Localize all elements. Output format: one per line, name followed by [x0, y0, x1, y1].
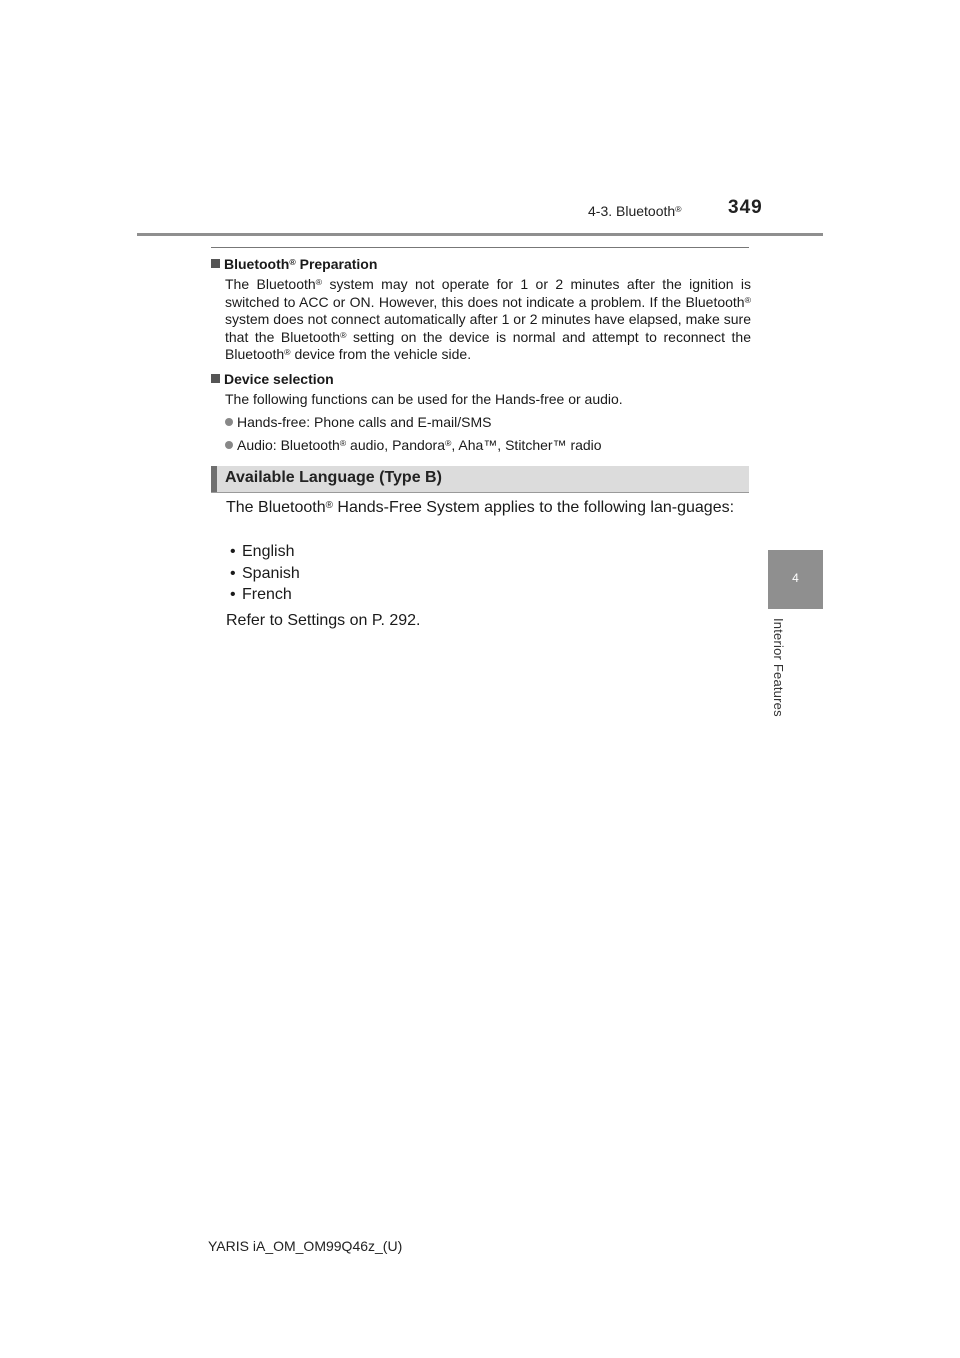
list-item: • Spanish	[230, 563, 300, 585]
note-heading: Bluetooth® Preparation	[211, 256, 751, 272]
circle-bullet-icon	[225, 418, 233, 426]
section-accent	[211, 466, 217, 492]
chapter-number: 4	[792, 571, 799, 585]
list-item: Audio: Bluetooth® audio, Pandora®, Aha™, Stitcher™ radio	[225, 437, 751, 455]
note-paragraph: The Bluetooth® system may not operate for 1 or 2 minutes after the ignition is switched to ACC or ON. However, this does not indicate a problem. If the Bluetooth® system does not connect automatically after 1 or 2 minutes have elapsed, make sure that the Bluetooth® setting on the device is normal and attempt to reconnect the Bluetooth® device from the vehicle side.	[225, 276, 751, 362]
language-list	[230, 541, 300, 606]
note-heading: Device selection	[211, 371, 751, 387]
square-bullet-icon	[211, 374, 220, 383]
list-item: Hands-free: Phone calls and E-mail/SMS	[225, 414, 751, 432]
square-bullet-icon	[211, 259, 220, 268]
note-device-selection	[211, 371, 751, 455]
section-heading-bar	[211, 466, 749, 493]
document-code: YARIS iA_OM_OM99Q46z_(U)	[208, 1238, 403, 1254]
page-number: 349	[728, 197, 763, 218]
list-item: • French	[230, 584, 300, 606]
section-intro: The Bluetooth® Hands-Free System applies to the following lan-guages:	[226, 499, 735, 516]
section-reference: Refer to Settings on P. 292.	[226, 612, 421, 629]
circle-bullet-icon	[225, 441, 233, 449]
header-rule	[137, 233, 823, 236]
content-top-rule	[211, 247, 749, 248]
note-bluetooth-preparation	[211, 256, 751, 364]
section-title: Available Language (Type B)	[225, 469, 442, 486]
header-section-title: 4-3. Bluetooth®	[588, 203, 682, 219]
note-paragraph: The following functions can be used for the Hands-free or audio.	[225, 391, 623, 407]
chapter-label: Interior Features	[771, 618, 786, 717]
list-item: • English	[230, 541, 300, 563]
